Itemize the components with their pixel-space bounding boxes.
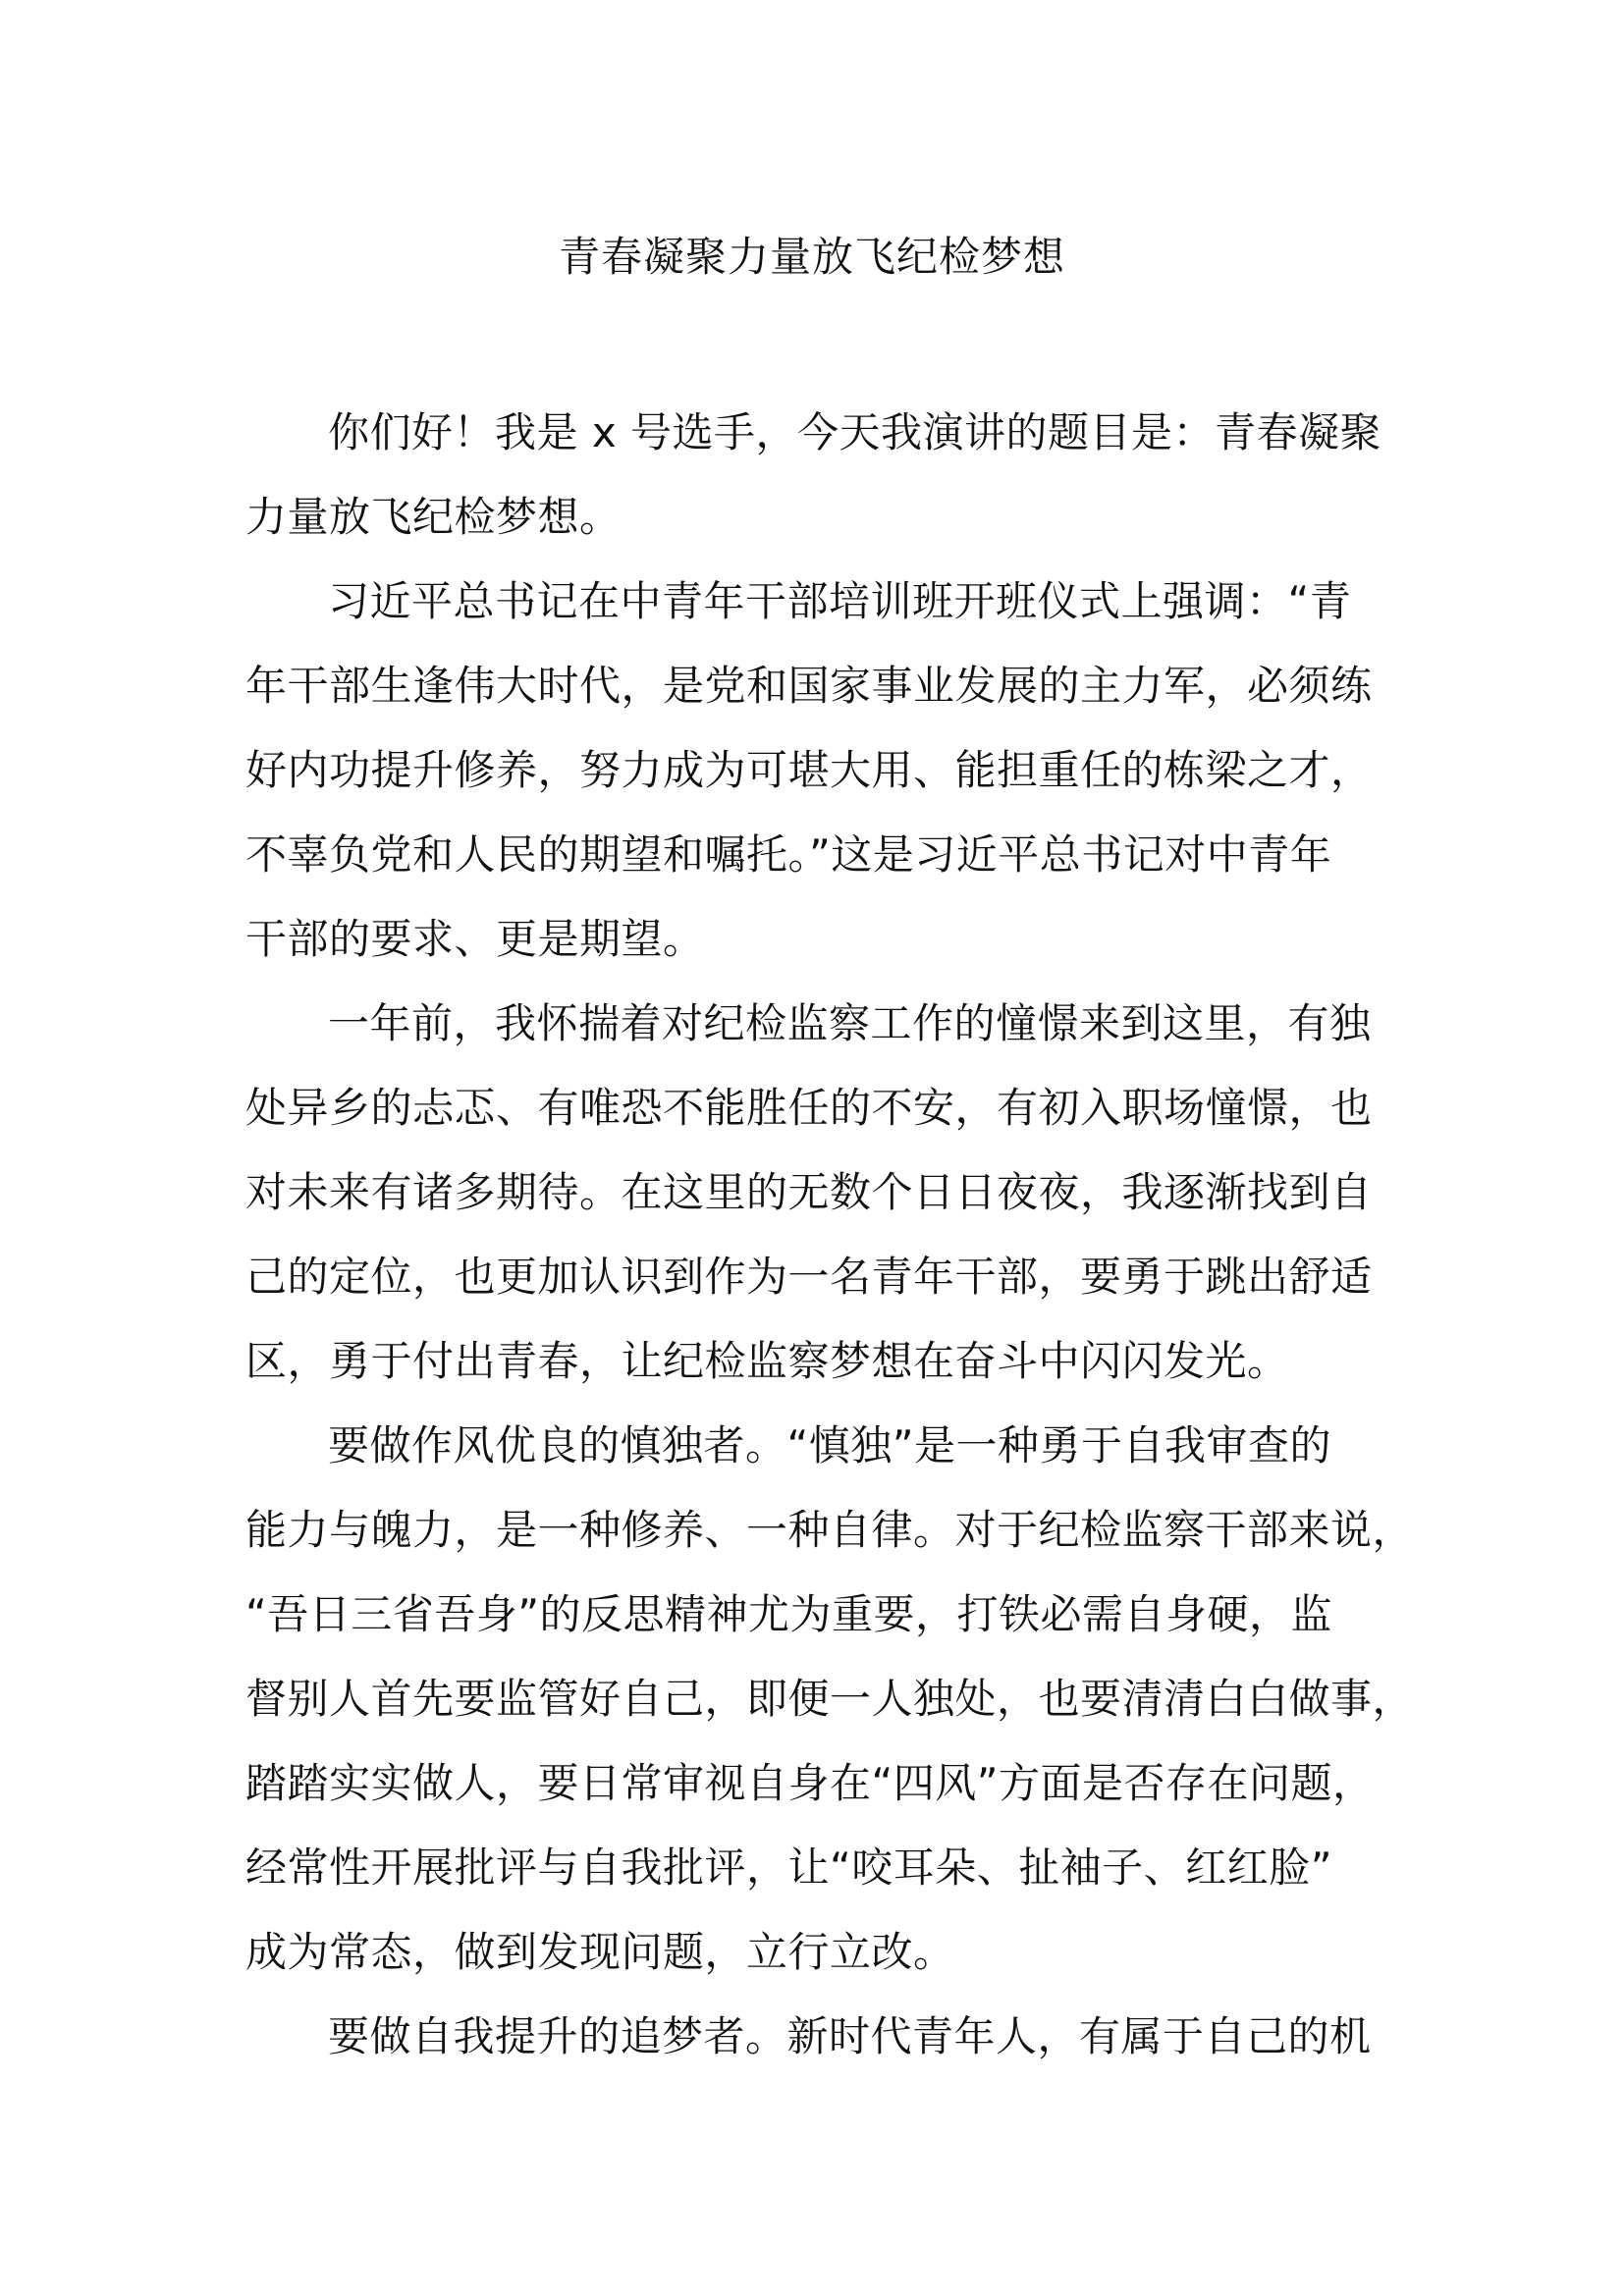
text-line: 力量放飞纪检梦想。: [245, 493, 622, 541]
text-line: “吾日三省吾身”的反思精神尤为重要，打铁必需自身硬，监: [245, 1590, 1333, 1638]
text-line: 督别人首先要监管好自己，即便一人独处，也要清清白白做事，: [245, 1675, 1415, 1723]
text-line: 能力与魄力，是一种修养、一种自律。对于纪检监察干部来说，: [245, 1506, 1415, 1554]
text-line: 经常性开展批评与自我批评，让“咬耳朵、扯袖子、红红脸”: [245, 1843, 1333, 1892]
text-line: 你们好！我是 x 号选手，今天我演讲的题目是：青春凝聚: [328, 408, 1382, 456]
document-body: [245, 391, 1415, 2079]
text-line: 己的定位，也更加认识到作为一名青年干部，要勇于跳出舒适: [245, 1253, 1373, 1301]
document-title: 青春凝聚力量放飞纪检梦想: [558, 233, 1065, 281]
text-line: 处异乡的忐忑、有唯恐不能胜任的不安，有初入职场憧憬，也: [245, 1084, 1373, 1132]
text-line: 干部的要求、更是期望。: [245, 915, 705, 963]
text-line: 对未来有诸多期待。在这里的无数个日日夜夜，我逐渐找到自: [245, 1168, 1373, 1216]
text-line: 好内功提升修养，努力成为可堪大用、能担重任的栋梁之才，: [245, 746, 1373, 794]
paragraph-greeting: [245, 391, 1394, 560]
text-line: 要做自我提升的追梦者。新时代青年人，有属于自己的机: [328, 2012, 1372, 2060]
paragraph-quote: [245, 560, 1394, 982]
paragraph-one-year-ago: [245, 982, 1394, 1404]
text-line: 年干部生逢伟大时代，是党和国家事业发展的主力军，必须练: [245, 662, 1373, 710]
paragraph-self-discipline: [245, 1404, 1415, 1995]
text-line: 不辜负党和人民的期望和嘱托。”这是习近平总书记对中青年: [245, 830, 1332, 879]
text-line: 一年前，我怀揣着对纪检监察工作的憧憬来到这里，有独: [328, 999, 1372, 1047]
text-line: 踏踏实实做人，要日常审视自身在“四风”方面是否存在问题，: [245, 1759, 1375, 1807]
text-line: 成为常态，做到发现问题，立行立改。: [245, 1928, 955, 1976]
text-line: 区，勇于付出青春，让纪检监察梦想在奋斗中闪闪发光。: [245, 1337, 1289, 1385]
paragraph-dream-chaser: [245, 1995, 1394, 2079]
text-line: 习近平总书记在中青年干部培训班开班仪式上强调：“青: [328, 577, 1352, 625]
text-line: 要做作风优良的慎独者。“慎独”是一种勇于自我审查的: [328, 1421, 1332, 1469]
